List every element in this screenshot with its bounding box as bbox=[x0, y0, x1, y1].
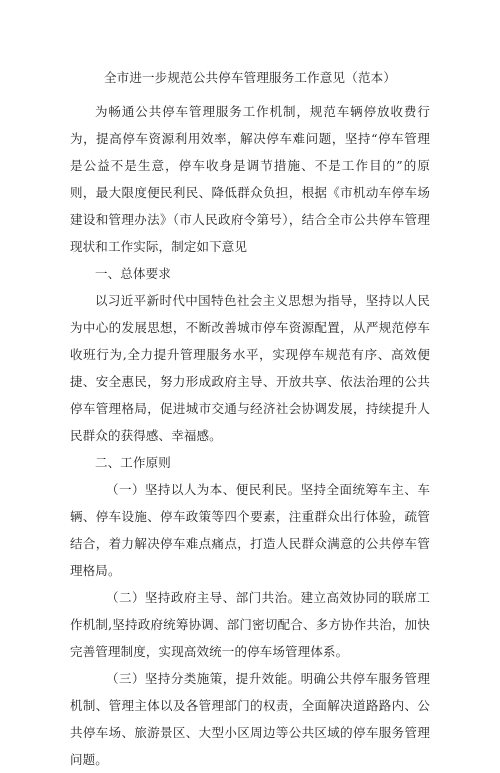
principle-item-people-oriented: （一）坚持以人为本、便民利民。坚持全面统筹车主、车辆、停车设施、停车政策等四个要素，注重群众出行体验，疏管结合，着力解决停车难点痛点，打造人民群众满意的公共停车管理格局。 bbox=[70, 482, 430, 578]
principle-item-classified-policy: （三）坚持分类施策，提升效能。明确公共停车服务管理机制、管理主体以及各管理部门的权责，全面解决道路路内、公共停车场、旅游景区、大型小区周边等公共区域的停车服务管理问题。 bbox=[70, 671, 430, 767]
section-heading-work-principles: 二、工作原则 bbox=[95, 455, 171, 470]
section-heading-general-requirements: 一、总体要求 bbox=[95, 266, 171, 281]
general-requirements-paragraph: 以习近平新时代中国特色社会主义思想为指导，坚持以人民为中心的发展思想，不断改善城市停车资源配置，从严规范停车收班行为,全力提升管理服务水平，实现停车规范有序、高效便捷、安全惠民，努力形成政府主导、开放共享、依法治理的公共停车管理格局，促进城市交通与经济社会协调发展，持续提升人民群众的获得感、幸福感。 bbox=[70, 293, 430, 443]
document-title: 全市进一步规范公共停车管理服务工作意见（范本） bbox=[103, 70, 397, 85]
principle-item-government-led: （二）坚持政府主导、部门共治。建立高效协同的联席工作机制,坚持政府统筹协调、部门密切配合、多方协作共治，加快完善管理制度，实现高效统一的停车场管理体系。 bbox=[70, 590, 430, 659]
intro-paragraph: 为畅通公共停车管理服务工作机制，规范车辆停放收费行为，提高停车资源利用效率，解决停车难问题，坚持“停车管理是公益不是生意，停车收身是调节措施、不是工作目的”的原则，最大限度便民利民、降低群众负担，根据《市机动车停车场建设和管理办法》（市人民政府令第号），结合全市公共停车管理现状和工作实际，制定如下意见 bbox=[70, 104, 430, 254]
